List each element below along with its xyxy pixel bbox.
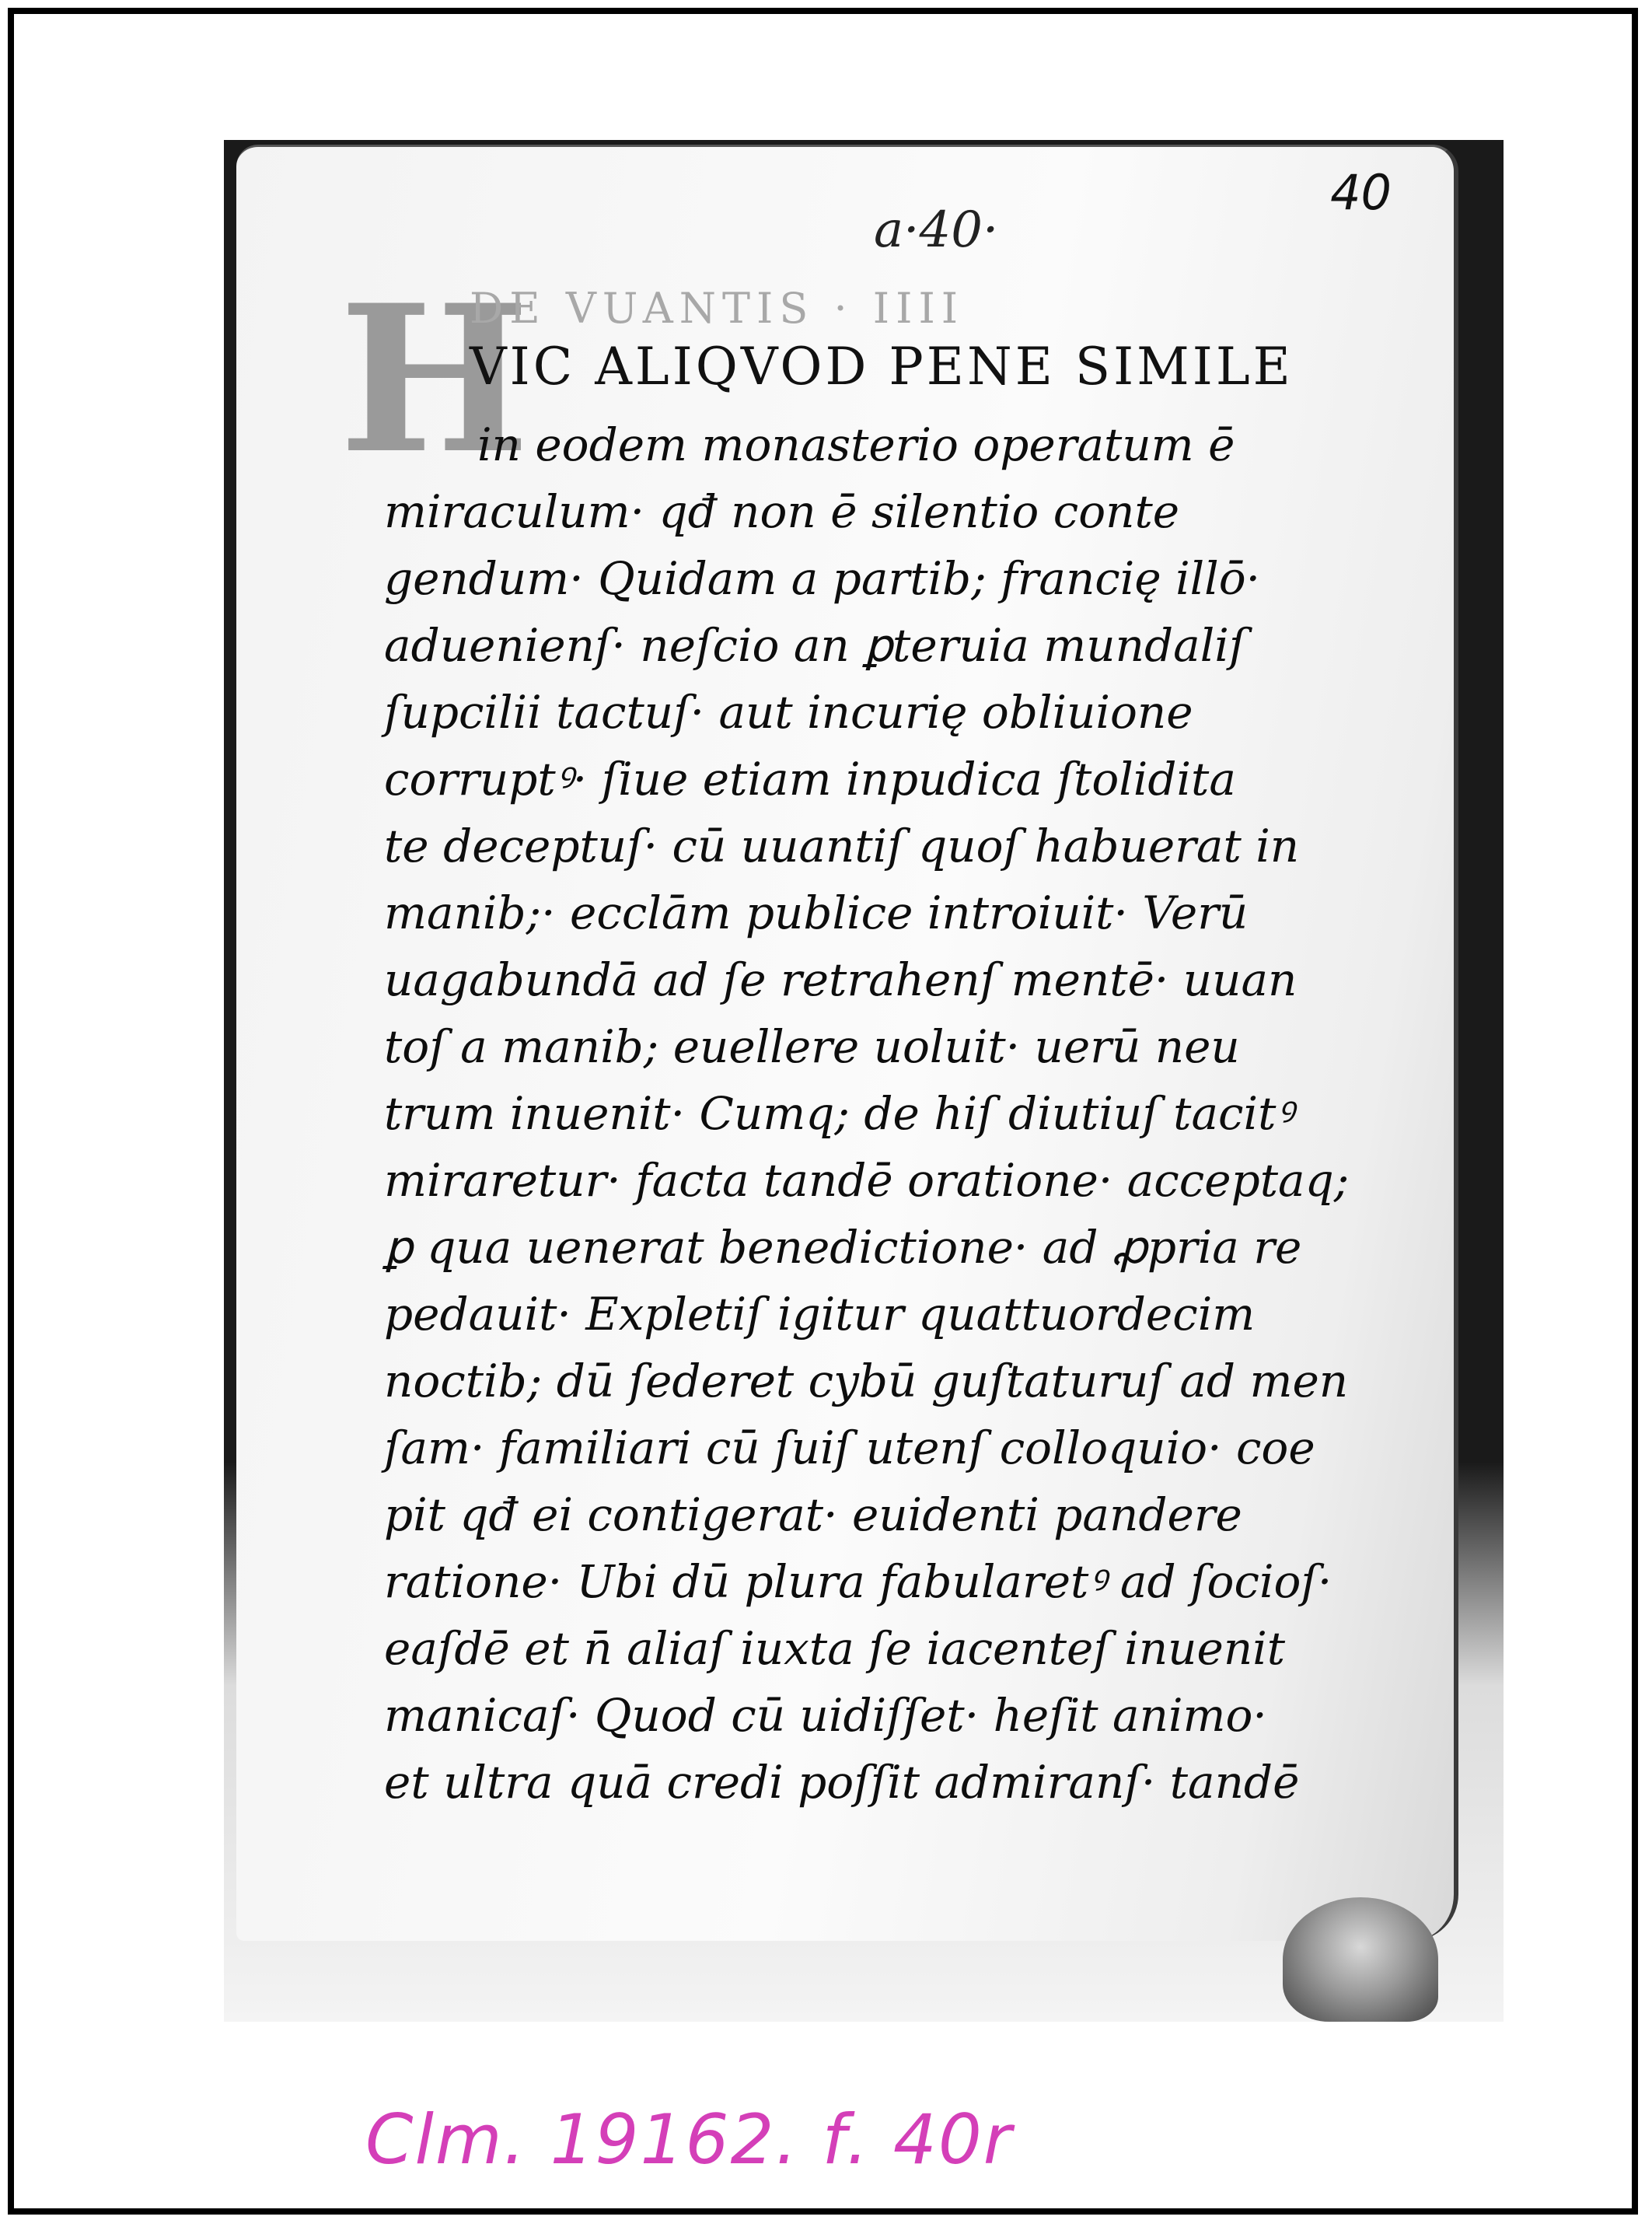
text-line: gendum· Quidam a partib; francię illō· — [384, 552, 1261, 605]
text-line: ſupcilii tactuſ· aut incurię obliuione — [384, 686, 1193, 739]
chapter-rubric: DE VUANTIS · IIII — [470, 284, 965, 333]
text-line: pedauit· Expletiſ igitur quattuordecim — [384, 1288, 1256, 1341]
manuscript-leaf — [236, 145, 1458, 1941]
text-line: miraculum· qđ non ē silentio conte — [384, 485, 1180, 538]
text-line: miraretur· facta tandē oratione· acceptaq; — [384, 1154, 1350, 1207]
incipit-line: VIC ALIQVOD PENE SIMILE — [470, 337, 1294, 397]
text-line: et ultra quā credi poſſit admiranſ· tandē — [384, 1756, 1300, 1809]
text-line: uagabundā ad ſe retrahenſ mentē· uuan — [384, 953, 1298, 1006]
folio-number: 40 — [1330, 164, 1392, 221]
manuscript-text — [384, 411, 1410, 1816]
text-line: ratione· Ubi dū plura fabularetꝰ ad ſocioſ· — [384, 1555, 1332, 1608]
text-line: in eodem monasterio operatum ē — [477, 418, 1235, 471]
decorated-initial: H — [339, 261, 530, 498]
text-line: corruptꝰ· ſiue etiam inpudica ſtolidita — [384, 753, 1236, 806]
text-line: te deceptuſ· cū uuantiſ quoſ habuerat in — [384, 820, 1300, 872]
library-shelfmark-stamp: Clm. 19162. f. 40r — [365, 2099, 1013, 2180]
holding-thumb — [1283, 1897, 1438, 2022]
text-line: ſam· familiari cū ſuiſ utenſ colloquio· coe — [384, 1421, 1315, 1474]
text-line: pit qđ ei contigerat· euidenti pandere — [384, 1488, 1242, 1541]
text-line: manicaſ· Quod cū uidiſſet· heſit animo· — [384, 1689, 1267, 1742]
text-line: ꝑ qua uenerat benedictione· ad ꝓpria re — [384, 1221, 1302, 1274]
text-line: aduenienſ· neſcio an ꝑteruia mundaliſ — [384, 619, 1246, 672]
text-line: trum inuenit· Cumq; de hiſ diutiuſ tacitꝰ — [384, 1087, 1294, 1140]
text-line: manib;· ecclām publice introiuit· Verū — [384, 886, 1249, 939]
text-line: toſ a manib; euellere uoluit· uerū neu — [384, 1020, 1240, 1073]
text-line: eaſdē et n̄ aliaſ iuxta ſe iacenteſ inuenit — [384, 1622, 1286, 1675]
shelfmark-note: a·40· — [874, 201, 999, 259]
text-line: noctib; dū ſederet cybū guſtaturuſ ad men — [384, 1355, 1349, 1407]
